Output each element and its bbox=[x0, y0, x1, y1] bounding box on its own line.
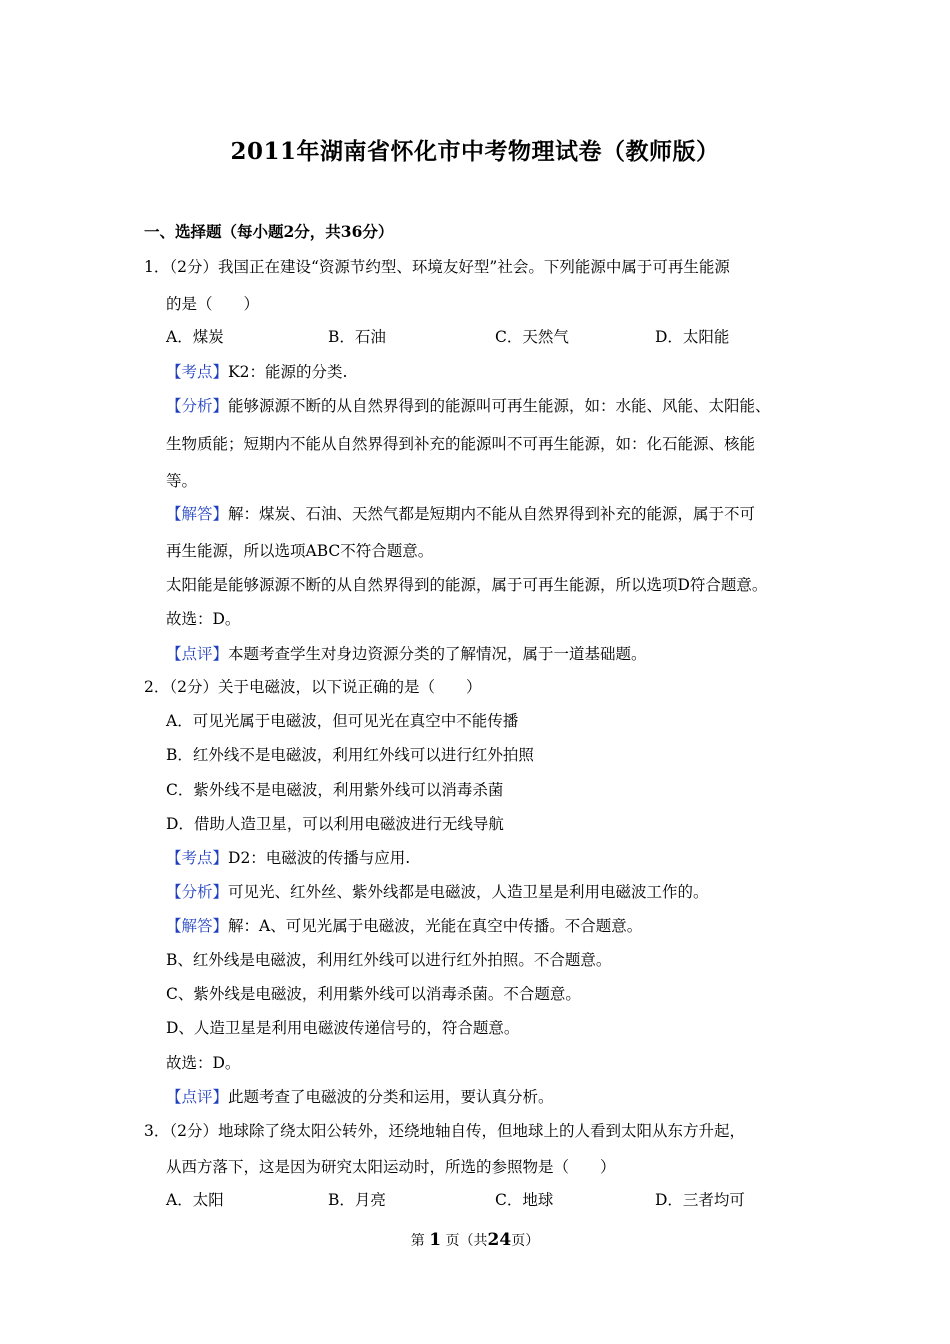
question-3-stem bbox=[144, 1121, 745, 1141]
option-b: B．石油 bbox=[328, 328, 386, 346]
jieda-tag: 【解答】 bbox=[166, 505, 229, 523]
jieda-text: 解：煤炭、石油、天然气都是短期内不能从自然界得到补充的能源，属于不可 bbox=[228, 505, 756, 523]
option-b: B．红外线不是电磁波，利用红外线可以进行红外拍照 bbox=[166, 746, 534, 764]
jieda-text: 解：A、可见光属于电磁波，光能在真空中传播。不合题意。 bbox=[228, 917, 643, 935]
option-c: C．紫外线不是电磁波，利用紫外线可以消毒杀菌 bbox=[166, 781, 504, 799]
dianping-line bbox=[166, 1087, 554, 1107]
question-text: （2分）地球除了绕太阳公转外，还绕地轴自传，但地球上的人看到太阳从东方升起， bbox=[169, 1122, 745, 1140]
jieda-line-4: 故选：D。 bbox=[166, 610, 241, 628]
question-number: 2． bbox=[144, 678, 170, 696]
kaodian-text: K2：能源的分类. bbox=[228, 363, 348, 381]
kaodian-tag: 【考点】 bbox=[166, 849, 229, 867]
option-a: A．煤炭 bbox=[166, 328, 224, 346]
jieda-line bbox=[166, 916, 642, 936]
option-b: B．月亮 bbox=[328, 1191, 386, 1209]
kaodian-tag: 【考点】 bbox=[166, 363, 229, 381]
jieda-line-3: C、紫外线是电磁波，利用紫外线可以消毒杀菌。不合题意。 bbox=[166, 985, 581, 1003]
fenxi-line-2: 生物质能；短期内不能从自然界得到补充的能源叫不可再生能源，如：化石能源、核能 bbox=[166, 435, 756, 453]
page-title: 2011年湖南省怀化市中考物理试卷（教师版） bbox=[230, 138, 720, 165]
option-c: C．天然气 bbox=[495, 328, 569, 346]
question-number: 3． bbox=[144, 1122, 170, 1140]
kaodian-line bbox=[166, 362, 347, 382]
kaodian-line bbox=[166, 848, 410, 868]
dianping-text: 本题考查学生对身边资源分类的了解情况，属于一道基础题。 bbox=[228, 645, 647, 663]
kaodian-text: D2：电磁波的传播与应用. bbox=[228, 849, 411, 867]
jieda-line-2: B、红外线是电磁波，利用红外线可以进行红外拍照。不合题意。 bbox=[166, 951, 612, 969]
question-text: （2分）关于电磁波，以下说正确的是（ ） bbox=[169, 678, 482, 696]
option-c: C．地球 bbox=[495, 1191, 554, 1209]
fenxi-line bbox=[166, 396, 771, 416]
option-a: A．可见光属于电磁波，但可见光在真空中不能传播 bbox=[166, 712, 519, 730]
option-a: A．太阳 bbox=[166, 1191, 224, 1209]
jieda-tag: 【解答】 bbox=[166, 917, 229, 935]
jieda-line-2: 再生能源，所以选项ABC不符合题意。 bbox=[166, 542, 434, 560]
current-page-number: 1 bbox=[429, 1230, 442, 1250]
dianping-line bbox=[166, 644, 647, 664]
jieda-line-3: 太阳能是能够源源不断的从自然界得到的能源，属于可再生能源，所以选项D符合题意。 bbox=[166, 576, 768, 594]
question-3-stem-cont: 从西方落下，这是因为研究太阳运动时，所选的参照物是（ ） bbox=[166, 1158, 616, 1176]
total-page-count: 24 bbox=[487, 1230, 512, 1250]
page-footer: 第 1 页（共24页） bbox=[410, 1230, 540, 1250]
fenxi-tag: 【分析】 bbox=[166, 397, 229, 415]
fenxi-tag: 【分析】 bbox=[166, 883, 229, 901]
question-1-stem-cont: 的是（ ） bbox=[166, 295, 260, 313]
fenxi-line bbox=[166, 882, 709, 902]
jieda-line-5: 故选：D。 bbox=[166, 1054, 241, 1072]
dianping-tag: 【点评】 bbox=[166, 1088, 229, 1106]
option-d: D．三者均可 bbox=[655, 1191, 745, 1209]
fenxi-text: 可见光、红外丝、紫外线都是电磁波，人造卫星是利用电磁波工作的。 bbox=[228, 883, 709, 901]
question-1-stem bbox=[144, 257, 730, 277]
dianping-tag: 【点评】 bbox=[166, 645, 229, 663]
section-heading: 一、选择题（每小题2分，共36分） bbox=[144, 222, 394, 241]
question-number: 1． bbox=[144, 258, 170, 276]
question-text: （2分）我国正在建设“资源节约型、环境友好型”社会。下列能源中属于可再生能源 bbox=[169, 258, 730, 276]
jieda-line bbox=[166, 504, 755, 524]
option-d: D．借助人造卫星，可以利用电磁波进行无线导航 bbox=[166, 815, 504, 833]
fenxi-text: 能够源源不断的从自然界得到的能源叫可再生能源，如：水能、风能、太阳能、 bbox=[228, 397, 771, 415]
dianping-text: 此题考查了电磁波的分类和运用，要认真分析。 bbox=[228, 1088, 554, 1106]
question-2-stem bbox=[144, 677, 482, 697]
option-d: D．太阳能 bbox=[655, 328, 730, 346]
fenxi-line-3: 等。 bbox=[166, 472, 198, 490]
jieda-line-4: D、人造卫星是利用电磁波传递信号的，符合题意。 bbox=[166, 1019, 520, 1037]
